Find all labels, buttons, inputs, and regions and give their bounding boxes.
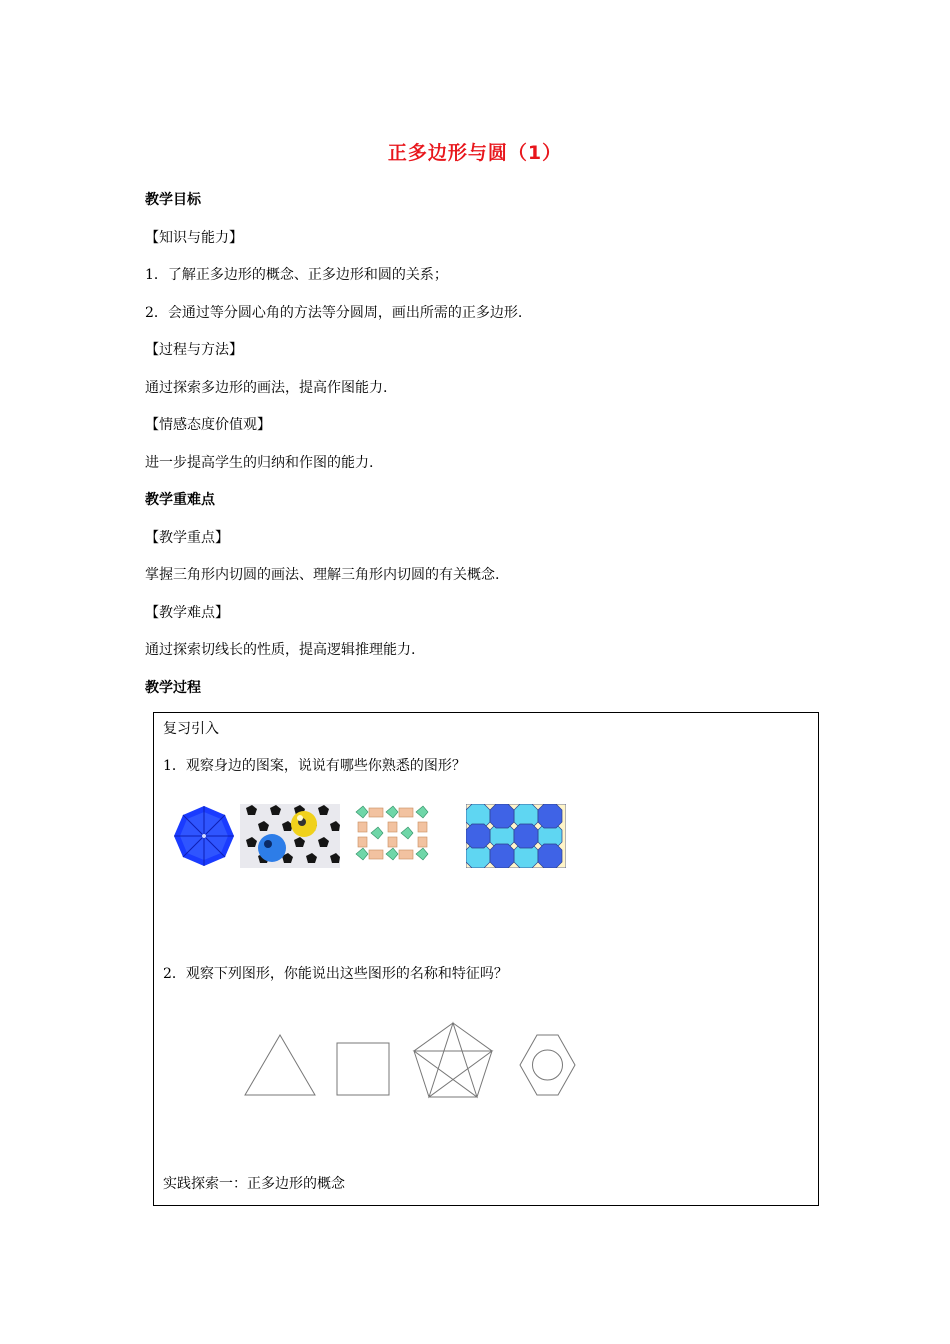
keypoints-heading: 教学重难点: [145, 492, 215, 508]
explore-1: 实践探索一：正多边形的概念: [163, 1176, 345, 1192]
process-heading: 【过程与方法】: [145, 342, 243, 358]
hexagon-circle-shape: [520, 1035, 575, 1095]
knowledge-heading: 【知识与能力】: [145, 230, 243, 246]
octagon-pattern-image: [466, 804, 566, 868]
triangle-shape: [245, 1035, 315, 1095]
regular-polygons-figure: [242, 1021, 578, 1101]
difficulty-heading: 【教学难点】: [145, 605, 229, 621]
focus-heading: 【教学重点】: [145, 530, 229, 546]
knowledge-item-2: 2．会通过等分圆心角的方法等分圆周，画出所需的正多边形.: [145, 305, 523, 321]
question-1: 1．观察身边的图案，说说有哪些你熟悉的图形？: [163, 758, 466, 774]
page-title: 正多边形与圆（1）: [387, 142, 563, 164]
goals-heading: 教学目标: [145, 192, 201, 208]
hexagon-pattern-image: [354, 804, 432, 868]
umbrella-image: [172, 804, 236, 868]
difficulty-text: 通过探索切线长的性质，提高逻辑推理能力.: [145, 642, 416, 658]
procedure-heading: 教学过程: [145, 680, 201, 696]
question-2: 2．观察下列图形，你能说出这些图形的名称和特征吗？: [163, 966, 508, 982]
emotion-heading: 【情感态度价值观】: [145, 417, 271, 433]
football-image: [240, 804, 340, 868]
process-text: 通过探索多边形的画法，提高作图能力.: [145, 380, 388, 396]
emotion-text: 进一步提高学生的归纳和作图的能力.: [145, 455, 374, 471]
procedure-box: [153, 712, 819, 1206]
review-label: 复习引入: [163, 721, 219, 737]
focus-text: 掌握三角形内切圆的画法、理解三角形内切圆的有关概念.: [145, 567, 500, 583]
knowledge-item-1: 1．了解正多边形的概念、正多边形和圆的关系；: [145, 267, 448, 283]
square-shape: [337, 1043, 389, 1095]
pentagon-star-shape: [414, 1023, 492, 1097]
